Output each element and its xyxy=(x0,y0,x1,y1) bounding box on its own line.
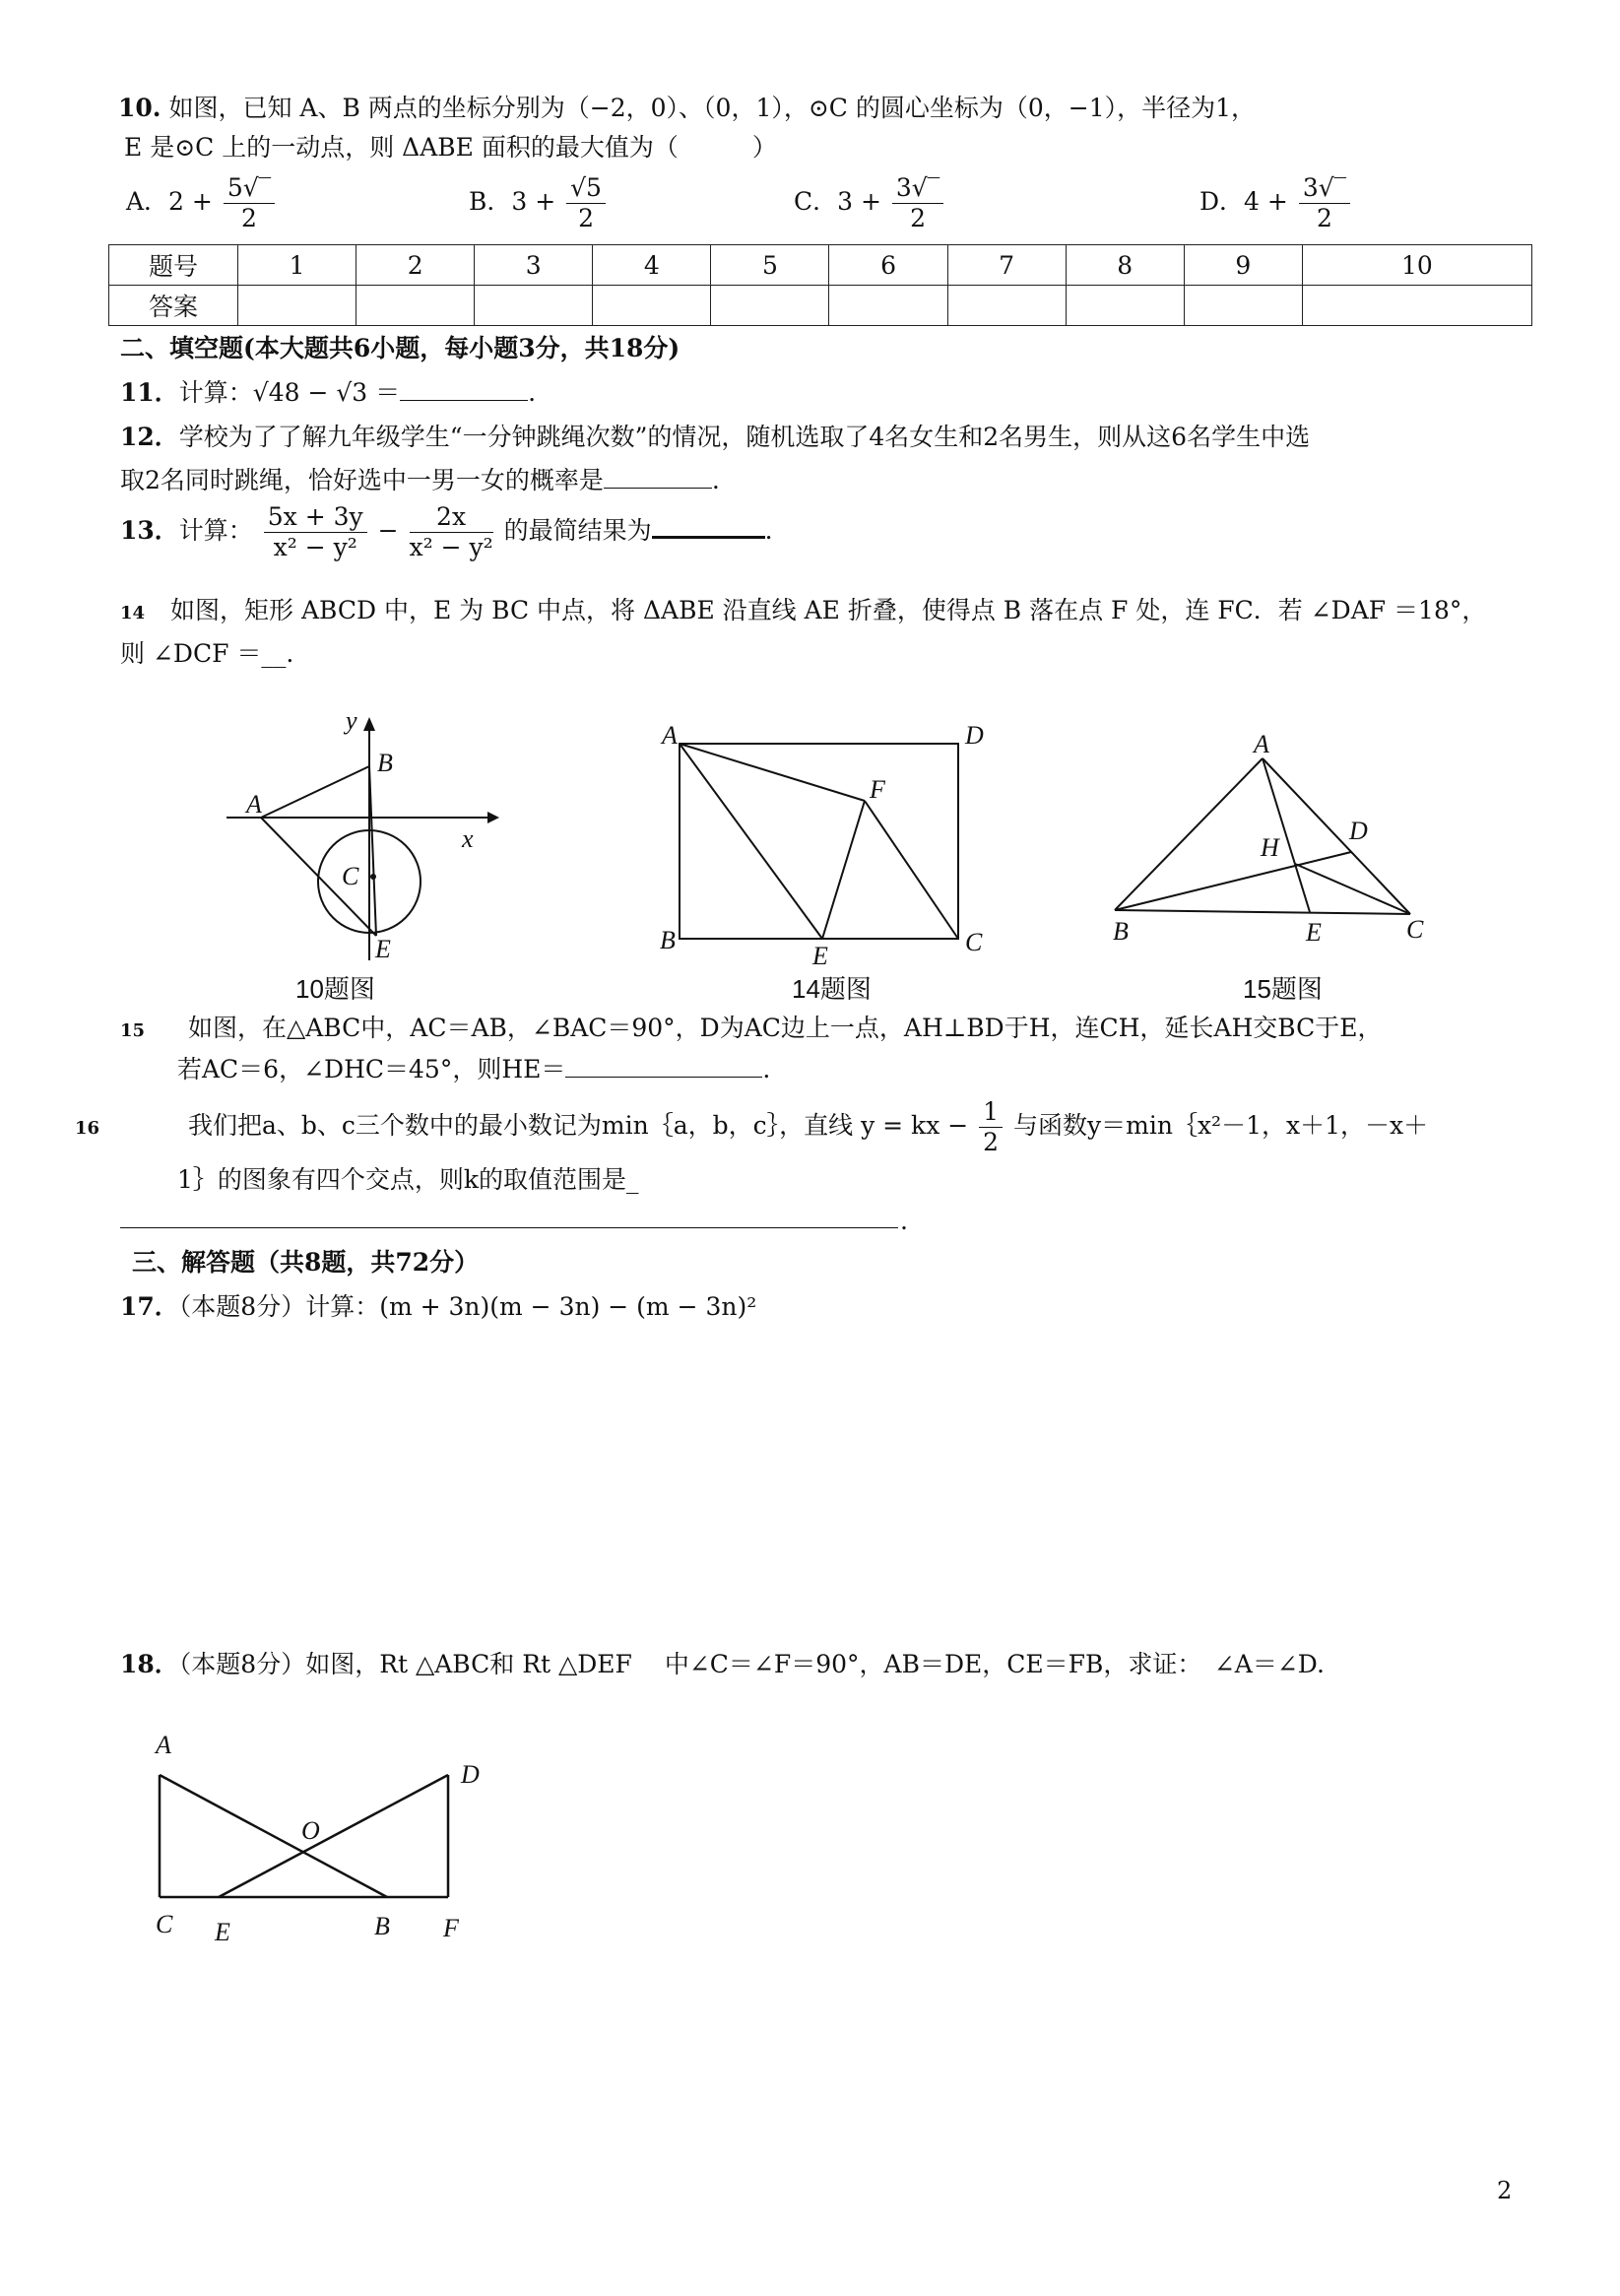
answer-table-header-row xyxy=(109,245,1532,286)
fig10-label-x: x xyxy=(462,824,474,853)
figure-14-caption: 14题图 xyxy=(792,974,872,1004)
q16-answer-blank[interactable] xyxy=(120,1227,898,1228)
q15-text-line1: 如图，在△ABC中，AC＝AB，∠BAC＝90°，D为AC边上一点，AH⊥BD于H，连CH，延长AH交BC于E， xyxy=(188,1014,1383,1042)
fig15-label-b: B xyxy=(1113,917,1129,946)
table-cell-number: 5 xyxy=(711,245,829,286)
figure-15-diagram xyxy=(1103,729,1448,955)
q16-line1 xyxy=(75,1097,1428,1157)
fig10-label-b: B xyxy=(377,749,393,777)
answer-cell-10[interactable] xyxy=(1302,286,1531,326)
q10-option-c[interactable]: C．3 + $\frac{3√‾}{2}$ xyxy=(794,173,946,233)
table-cell-number: 10 xyxy=(1302,245,1531,286)
fig10-label-y: y xyxy=(346,709,357,735)
fig18-label-d: D xyxy=(461,1760,480,1789)
q10-number: 10. xyxy=(118,94,162,122)
q10-option-b[interactable]: B．3 + $\frac{√5}{2}$ xyxy=(469,173,609,233)
figure-18-diagram xyxy=(148,1724,502,1950)
q10-line1 xyxy=(118,91,1256,126)
fig18-label-o: O xyxy=(301,1816,320,1845)
q18-text: （本题8分）如图，Rt △ABC和 Rt △DEF 中∠C＝∠F＝90°，AB＝DE，CE＝FB，求证： ∠A＝∠D. xyxy=(178,1650,1325,1678)
q18-number: 18． xyxy=(120,1650,179,1678)
answer-cell-3[interactable] xyxy=(475,286,593,326)
q13-number: 13． xyxy=(120,516,179,545)
section3-title: 三、解答题（共8题，共72分） xyxy=(132,1248,480,1277)
q15-number: 15 xyxy=(120,1020,146,1041)
q12-line1 xyxy=(120,420,1310,455)
q13: 13．计算： $\frac{5x + 3y}{\text{x² − y²}}$ − $\frac{2x}{\text{x² − y²}}$ 的最简结果为 . xyxy=(120,502,773,561)
fig18-label-b: B xyxy=(374,1912,390,1940)
q15-line2: 若AC＝6，∠DHC＝45°，则HE＝ . xyxy=(177,1055,771,1083)
q14-number: 14 xyxy=(120,603,146,623)
table-cell-number: 1 xyxy=(238,245,356,286)
fig15-label-e: E xyxy=(1306,918,1322,947)
fig15-label-d: D xyxy=(1349,817,1368,845)
table-head-answer: 答案 xyxy=(109,286,238,326)
q14-text-line2: 则 ∠DCF ＝__. xyxy=(120,639,294,668)
figure-10-caption: 10题图 xyxy=(295,974,375,1004)
fig18-label-f: F xyxy=(443,1914,459,1942)
q12-text-line2: 取2名同时跳绳，恰好选中一男一女的概率是 xyxy=(120,466,604,494)
q14-line1 xyxy=(120,593,1486,631)
table-cell-number: 9 xyxy=(1184,245,1302,286)
table-cell-number: 4 xyxy=(593,245,711,286)
fig14-label-b: B xyxy=(660,926,676,954)
q15-line1 xyxy=(120,1011,1383,1049)
fig15-label-h: H xyxy=(1261,833,1279,862)
q13-answer-blank[interactable] xyxy=(652,536,765,539)
q11-text: 计算：√48 − √3 ＝ xyxy=(178,378,401,407)
q10-text-line1: 如图，已知 A、B 两点的坐标分别为（−2，0）、（0，1），⊙C 的圆心坐标为（0，−1），半径为1， xyxy=(168,94,1257,122)
table-cell-number: 2 xyxy=(356,245,475,286)
fig18-label-c: C xyxy=(156,1910,173,1938)
answer-cell-8[interactable] xyxy=(1066,286,1184,326)
fig15-label-a: A xyxy=(1254,730,1269,758)
table-cell-number: 6 xyxy=(829,245,947,286)
answer-table-answer-row xyxy=(109,286,1532,326)
answer-cell-2[interactable] xyxy=(356,286,475,326)
fig14-label-f: F xyxy=(870,775,885,804)
q10-text-line2: E 是⊙C 上的一动点，则 ΔABE 面积的最大值为（ ） xyxy=(124,133,777,162)
figure-10-diagram xyxy=(222,709,502,975)
answer-cell-9[interactable] xyxy=(1184,286,1302,326)
table-cell-number: 7 xyxy=(947,245,1066,286)
q16-text-line2: 1｝的图象有四个交点，则k的取值范围是_ xyxy=(177,1165,639,1194)
fig14-label-a: A xyxy=(662,721,678,750)
q15-answer-blank[interactable] xyxy=(565,1077,762,1078)
fig18-label-e: E xyxy=(215,1918,230,1946)
figure-14-diagram xyxy=(650,714,1004,965)
q14-text-line1: 如图，矩形 ABCD 中，E 为 BC 中点，将 ΔABE 沿直线 AE 折叠，使得点 B 落在点 F 处，连 FC．若 ∠DAF ＝18°， xyxy=(170,596,1487,624)
fig10-label-e: E xyxy=(375,935,391,963)
q16-number: 16 xyxy=(75,1118,100,1139)
fig14-label-c: C xyxy=(965,928,983,956)
q12-answer-blank[interactable] xyxy=(604,488,712,489)
fig14-label-e: E xyxy=(812,942,828,965)
fig10-label-c: C xyxy=(342,862,359,890)
q10-option-d[interactable]: D．4 + $\frac{3√‾}{2}$ xyxy=(1199,173,1353,233)
q12-number: 12． xyxy=(120,423,179,451)
q16-text-line1a: 我们把a、b、c三个数中的最小数记为min｛a，b，c｝，直线 y = kx − xyxy=(188,1111,969,1140)
figure-15-caption: 15题图 xyxy=(1243,974,1323,1004)
answer-cell-6[interactable] xyxy=(829,286,947,326)
q10-option-a[interactable]: A．2 + $\frac{5√‾}{2}$ xyxy=(126,173,278,233)
q11: 11．计算：√48 − √3 ＝ . xyxy=(120,378,537,407)
fig14-label-d: D xyxy=(965,721,984,750)
answer-table xyxy=(108,244,1532,326)
q16-fraction: $\frac{1}{2}$ xyxy=(979,1097,1003,1157)
fig10-label-a: A xyxy=(246,790,262,819)
answer-cell-1[interactable] xyxy=(238,286,356,326)
q12-text-line1: 学校为了了解九年级学生“一分钟跳绳次数”的情况，随机选取了4名女生和2名男生，则从这6名学生中选 xyxy=(178,423,1311,451)
q11-number: 11． xyxy=(120,378,179,407)
q11-answer-blank[interactable] xyxy=(400,400,528,401)
answer-cell-4[interactable] xyxy=(593,286,711,326)
answer-cell-7[interactable] xyxy=(947,286,1066,326)
table-cell-number: 8 xyxy=(1066,245,1184,286)
q15-text-line2: 若AC＝6，∠DHC＝45°，则HE＝ xyxy=(177,1055,566,1083)
section2-title: 二、填空题(本大题共6小题，每小题3分，共18分) xyxy=(120,334,680,362)
table-cell-number: 3 xyxy=(475,245,593,286)
table-head-question: 题号 xyxy=(109,245,238,286)
q16-text-line1b: 与函数y＝min｛x²－1，x＋1，－x＋ xyxy=(1013,1111,1429,1140)
answer-cell-5[interactable] xyxy=(711,286,829,326)
q17 xyxy=(120,1289,756,1325)
q17-number: 17． xyxy=(120,1292,179,1321)
q18 xyxy=(120,1647,1325,1682)
fig18-label-a: A xyxy=(156,1731,171,1759)
fig15-label-c: C xyxy=(1406,915,1424,944)
q13-fraction-1: $\frac{5x + 3y}{\text{x² − y²}}$ xyxy=(264,502,367,562)
q17-text: （本题8分）计算：(m + 3n)(m − 3n) − (m − 3n)² xyxy=(178,1292,757,1321)
page-number: 2 xyxy=(1497,2177,1513,2204)
q13-fraction-2: $\frac{2x}{\text{x² − y²}}$ xyxy=(409,502,493,561)
q12-line2: 取2名同时跳绳，恰好选中一男一女的概率是 . xyxy=(120,466,720,494)
